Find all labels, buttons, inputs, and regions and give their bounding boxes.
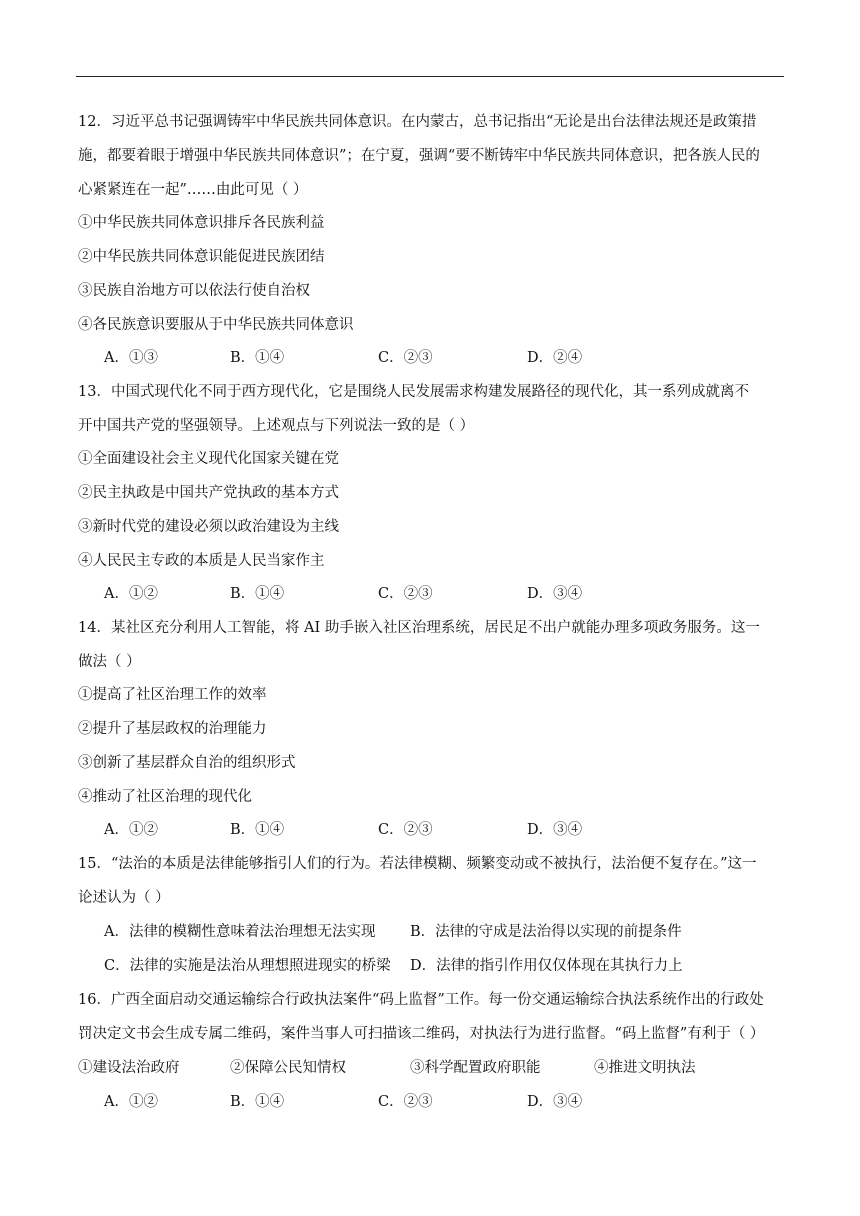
question-13-choice-b: B．①④	[230, 586, 285, 602]
question-16-choice-d: D．③④	[527, 1094, 583, 1110]
question-14-statement-4: ④推动了社区治理的现代化	[78, 789, 252, 805]
question-14-line-1: 14．某社区充分利用人工智能，将 AI 助手嵌入社区治理系统，居民足不出户就能办理多项政务服务。这一	[78, 620, 760, 636]
question-12-statement-3: ③民族自治地方可以依法行使自治权	[78, 283, 310, 299]
question-14-choice-d: D．③④	[527, 822, 583, 838]
question-15-choice-b: B．法律的守成是法治得以实现的前提条件	[410, 924, 682, 940]
question-14-choice-a: A．①②	[104, 822, 158, 838]
question-14-statement-2: ②提升了基层政权的治理能力	[78, 721, 267, 737]
question-13-statement-2: ②民主执政是中国共产党执政的基本方式	[78, 485, 339, 501]
question-12-line-1: 12．习近平总书记强调铸牢中华民族共同体意识。在内蒙古，总书记指出“无论是出台法律法规还是政策措	[78, 114, 757, 130]
question-15-line-1: 15．“法治的本质是法律能够指引人们的行为。若法律模糊、频繁变动或不被执行，法治便不复存在。”这一	[78, 856, 757, 872]
question-14-line-2: 做法（ ）	[78, 654, 141, 670]
question-16-choice-c: C．②③	[378, 1094, 433, 1110]
question-12-choice-d: D．②④	[527, 350, 583, 366]
question-16-statement-1: ①建设法治政府	[78, 1060, 180, 1076]
question-14-choice-b: B．①④	[230, 822, 285, 838]
question-16-choice-b: B．①④	[230, 1094, 285, 1110]
question-12-statement-4: ④各民族意识要服从于中华民族共同体意识	[78, 317, 354, 333]
question-13-statement-1: ①全面建设社会主义现代化国家关键在党	[78, 451, 339, 467]
question-13-choice-a: A．①②	[104, 586, 158, 602]
question-12-line-2: 施，都要着眼于增强中华民族共同体意识”；在宁夏，强调“要不断铸牢中华民族共同体意识，把各族人民的	[78, 148, 760, 164]
question-13-choice-c: C．②③	[378, 586, 433, 602]
question-12-statement-1: ①中华民族共同体意识排斥各民族利益	[78, 215, 325, 231]
question-13-choice-d: D．③④	[527, 586, 583, 602]
question-13-line-1: 13．中国式现代化不同于西方现代化，它是围绕人民发展需求构建发展路径的现代化，其一系列成就离不	[78, 384, 749, 400]
question-16-line-1: 16．广西全面启动交通运输综合行政执法案件“码上监督”工作。每一份交通运输综合执法系统作出的行政处	[78, 992, 764, 1008]
question-14-choice-c: C．②③	[378, 822, 433, 838]
question-16-line-2: 罚决定文书会生成专属二维码，案件当事人可扫描该二维码，对执法行为进行监督。“码上监督”有利于（ ）	[78, 1026, 765, 1042]
question-13-statement-3: ③新时代党的建设必须以政治建设为主线	[78, 519, 339, 535]
question-16-statement-4: ④推进文明执法	[594, 1060, 696, 1076]
question-12-choice-c: C．②③	[378, 350, 433, 366]
question-14-statement-1: ①提高了社区治理工作的效率	[78, 687, 267, 703]
question-15-choice-d: D．法律的指引作用仅仅体现在其执行力上	[410, 958, 683, 974]
question-16-statement-3: ③科学配置政府职能	[410, 1060, 541, 1076]
question-13-statement-4: ④人民民主专政的本质是人民当家作主	[78, 553, 325, 569]
question-12-statement-2: ②中华民族共同体意识能促进民族团结	[78, 249, 325, 265]
question-12-choice-a: A．①③	[104, 350, 158, 366]
question-12-line-3: 心紧紧连在一起”……由此可见（ ）	[78, 182, 308, 198]
question-13-line-2: 开中国共产党的坚强领导。上述观点与下列说法一致的是（ ）	[78, 418, 475, 434]
question-15-choice-a: A．法律的模糊性意味着法治理想无法实现	[104, 924, 376, 940]
question-16-choice-a: A．①②	[104, 1094, 158, 1110]
question-15-choice-c: C．法律的实施是法治从理想照进现实的桥梁	[104, 958, 391, 974]
header-rule	[76, 76, 784, 77]
question-15-line-2: 论述认为（ ）	[78, 890, 170, 906]
question-12-choice-b: B．①④	[230, 350, 285, 366]
question-16-statement-2: ②保障公民知情权	[230, 1060, 346, 1076]
question-14-statement-3: ③创新了基层群众自治的组织形式	[78, 755, 296, 771]
